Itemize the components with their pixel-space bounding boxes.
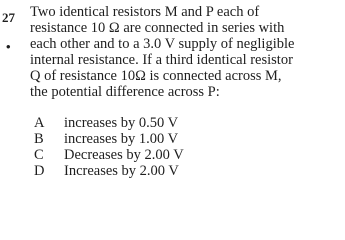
option-label: D	[34, 163, 45, 179]
answer-options	[34, 115, 184, 179]
stem-line: each other and to a 3.0 V supply of negligible	[30, 36, 295, 52]
option-b[interactable]	[34, 131, 184, 147]
option-text: increases by 1.00 V	[64, 131, 179, 147]
option-text: increases by 0.50 V	[64, 115, 179, 131]
stem-line: Two identical resistors M and P each of	[30, 4, 260, 20]
question-number: 27	[2, 10, 15, 25]
stem-line: internal resistance. If a third identical resistor	[30, 52, 293, 68]
question-stem	[30, 4, 340, 100]
stem-line: the potential difference across P:	[30, 84, 220, 100]
option-text: Decreases by 2.00 V	[64, 147, 184, 163]
option-label: B	[34, 131, 44, 147]
option-label: C	[34, 147, 44, 163]
bullet-mark: •	[6, 39, 11, 54]
option-a[interactable]	[34, 115, 184, 131]
option-text: Increases by 2.00 V	[64, 163, 179, 179]
option-c[interactable]	[34, 147, 184, 163]
stem-line: Q of resistance 10Ω is connected across M,	[30, 68, 282, 84]
option-label: A	[34, 115, 45, 131]
option-d[interactable]	[34, 163, 184, 179]
stem-line: resistance 10 Ω are connected in series with	[30, 20, 285, 36]
